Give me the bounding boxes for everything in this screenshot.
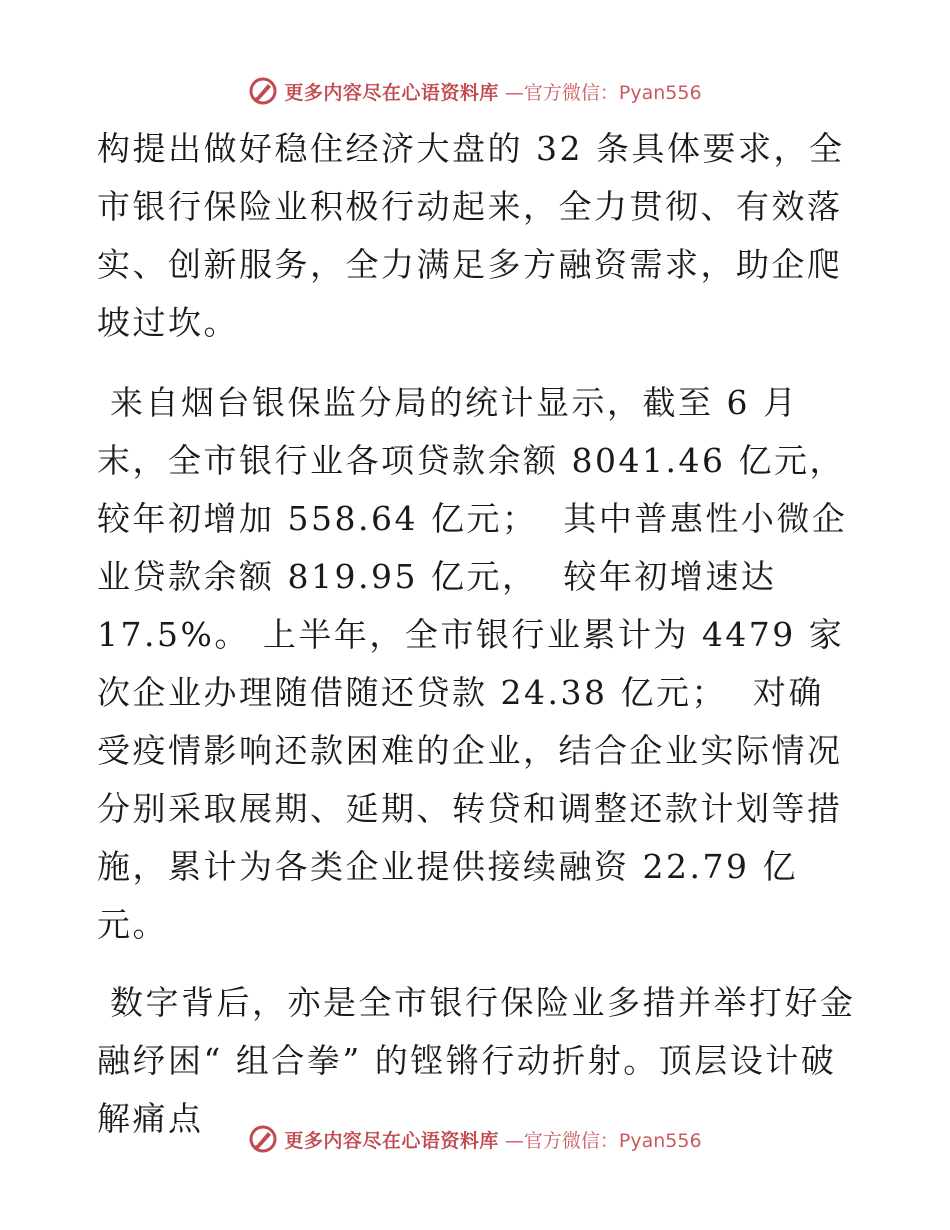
paragraph-2: 来自烟台银保监分局的统计显示，截至 6 月末，全市银行业各项贷款余额 8041.46 亿元，较年初增加 558.64 亿元； 其中普惠性小微企业贷款余额 819.95 亿元， 较年初增速达 17.5%。 上半年，全市银行业累计为 4479 家次企业办理随借随还贷款 24.38 亿元； 对确受疫情影响还款困难的企业，结合企业实际情况分别采取展期、延期、转贷和调整还款计划等措施，累计为各类企业提供接续融资 22.79 亿元。 xyxy=(97,383,848,944)
watermark-sub-text: —官方微信：Pyan556 xyxy=(504,1129,702,1152)
watermark-main-text: 更多内容尽在心语资料库 xyxy=(284,81,499,104)
header-watermark xyxy=(0,76,950,106)
paragraph-3: 数字背后，亦是全市银行保险业多措并举打好金融纾困“ 组合拳” 的铿锵行动折射。顶层设计破解痛点 xyxy=(97,983,856,1138)
footer-watermark xyxy=(0,1124,950,1154)
document-body xyxy=(97,120,857,1148)
paragraph-1: 构提出做好稳住经济大盘的 32 条具体要求，全市银行保险业积极行动起来，全力贯彻、有效落实、创新服务，全力满足多方融资需求，助企爬坡过坎。 xyxy=(97,129,845,342)
pen-swirl-logo-icon xyxy=(248,1124,278,1154)
watermark-sub-text: —官方微信：Pyan556 xyxy=(504,81,702,104)
pen-swirl-logo-icon xyxy=(248,76,278,106)
watermark-main-text: 更多内容尽在心语资料库 xyxy=(284,1129,499,1152)
